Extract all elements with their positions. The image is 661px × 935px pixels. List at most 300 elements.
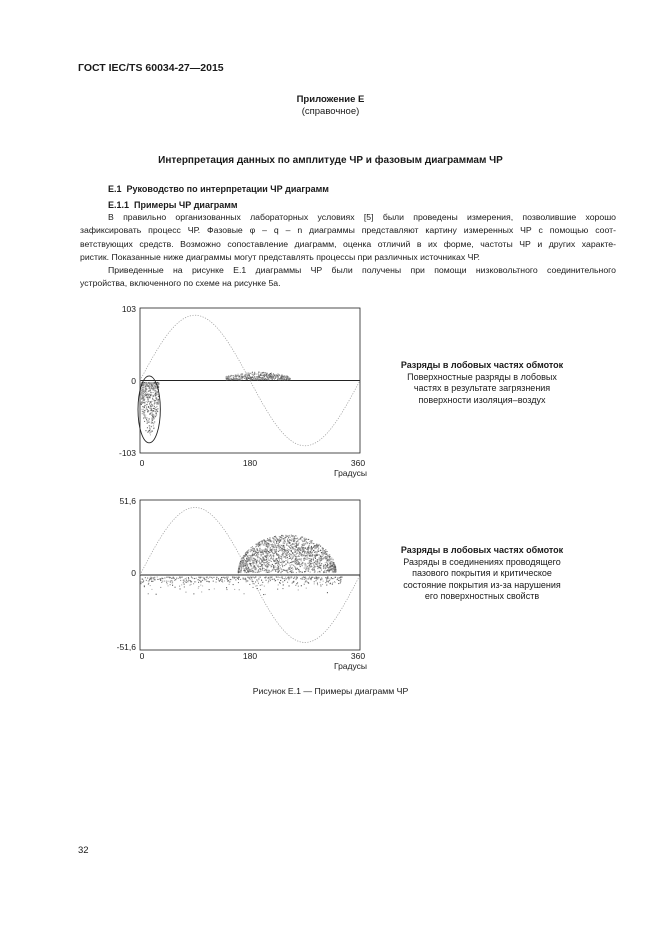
pd-point xyxy=(273,547,274,548)
pd-point xyxy=(308,582,309,583)
pd-point xyxy=(150,409,151,410)
pd-point xyxy=(295,559,296,560)
pd-point xyxy=(280,562,281,563)
pd-point xyxy=(269,556,270,557)
pd-point xyxy=(316,552,317,553)
pd-point xyxy=(327,551,328,552)
pd-point xyxy=(319,554,320,555)
pd-point xyxy=(330,563,331,564)
pd-point xyxy=(283,538,284,539)
pd-point xyxy=(277,572,278,573)
pd-point xyxy=(245,567,246,568)
pd-point xyxy=(206,581,207,582)
pd-point xyxy=(329,559,330,560)
pd-point xyxy=(265,565,266,566)
pd-point xyxy=(255,373,256,374)
pd-point xyxy=(278,547,279,548)
pd-point xyxy=(149,394,150,395)
pd-point xyxy=(325,549,326,550)
pd-point xyxy=(257,378,258,379)
pd-point xyxy=(280,580,281,581)
pd-point xyxy=(287,559,288,560)
pd-point xyxy=(270,554,271,555)
pd-point xyxy=(251,559,252,560)
pd-point xyxy=(212,578,213,579)
pd-point xyxy=(279,538,280,539)
pd-point xyxy=(247,561,248,562)
pd-point xyxy=(206,579,207,580)
pd-point xyxy=(172,581,173,582)
pd-point xyxy=(275,569,276,570)
pd-point xyxy=(314,583,315,584)
pd-point xyxy=(266,542,267,543)
paragraph-2-line: Приведенные на рисунке Е.1 диаграммы ЧР были получены при помощи низковольтного соединительного xyxy=(108,265,616,275)
pd-point xyxy=(303,577,304,578)
pd-point xyxy=(274,553,275,554)
pd-point xyxy=(161,577,162,578)
pd-point xyxy=(284,565,285,566)
pd-point xyxy=(310,572,311,573)
pd-point xyxy=(315,566,316,567)
pd-point xyxy=(341,577,342,578)
pd-point xyxy=(250,561,251,562)
pd-point xyxy=(246,572,247,573)
pd-cluster-negative xyxy=(140,382,159,436)
pd-point xyxy=(279,560,280,561)
pd-point xyxy=(256,546,257,547)
pd-point xyxy=(158,382,159,383)
pd-point xyxy=(149,382,150,383)
pd-point xyxy=(314,581,315,582)
pd-point xyxy=(287,562,288,563)
pd-point xyxy=(251,563,252,564)
pd-point xyxy=(259,577,260,578)
pd-point xyxy=(297,549,298,550)
pd-point xyxy=(276,549,277,550)
pd-point xyxy=(308,539,309,540)
pd-point xyxy=(281,569,282,570)
pd-point xyxy=(164,577,165,578)
pd-point xyxy=(290,558,291,559)
pd-point xyxy=(233,584,234,585)
x-tick-label: 180 xyxy=(242,651,258,661)
pd-point xyxy=(263,563,264,564)
pd-point xyxy=(267,550,268,551)
pd-point xyxy=(258,569,259,570)
pd-point xyxy=(250,571,251,572)
pd-point xyxy=(308,563,309,564)
pd-point xyxy=(147,394,148,395)
pd-point xyxy=(240,563,241,564)
pd-point xyxy=(198,579,199,580)
pd-point xyxy=(314,562,315,563)
pd-point xyxy=(303,560,304,561)
pd-point xyxy=(287,543,288,544)
pd-point xyxy=(143,391,144,392)
pd-point xyxy=(325,558,326,559)
pd-point xyxy=(314,578,315,579)
pd-point xyxy=(179,577,180,578)
pd-point xyxy=(144,415,145,416)
pd-point xyxy=(267,554,268,555)
pd-point xyxy=(313,564,314,565)
pd-point xyxy=(256,376,257,377)
pd-point xyxy=(247,571,248,572)
pd-point xyxy=(275,547,276,548)
pd-point xyxy=(240,579,241,580)
pd-point xyxy=(255,379,256,380)
pd-point xyxy=(331,558,332,559)
pd-point xyxy=(311,550,312,551)
pd-point xyxy=(268,572,269,573)
pd-point xyxy=(298,586,299,587)
pd-point xyxy=(213,581,214,582)
pd-point xyxy=(147,409,148,410)
pd-point xyxy=(150,388,151,389)
chart-1-description-line: поверхности изоляция–воздух xyxy=(418,394,546,405)
pd-point xyxy=(155,394,156,395)
pd-point xyxy=(229,377,230,378)
pd-point xyxy=(242,565,243,566)
pd-point xyxy=(240,572,241,573)
pd-point xyxy=(189,585,190,586)
chart-1-description-line: частях в результате загрязнения xyxy=(413,383,551,393)
pd-point xyxy=(327,565,328,566)
pd-point xyxy=(229,582,230,583)
pd-point xyxy=(254,550,255,551)
pd-point xyxy=(142,402,143,403)
pd-point xyxy=(291,554,292,555)
pd-point xyxy=(146,406,147,407)
pd-point xyxy=(315,556,316,557)
pd-point xyxy=(328,581,329,582)
pd-point xyxy=(263,553,264,554)
y-tick-label: -103 xyxy=(118,448,136,458)
pd-point xyxy=(267,572,268,573)
pd-point xyxy=(279,564,280,565)
pd-point xyxy=(253,568,254,569)
pd-point xyxy=(270,544,271,545)
pd-point xyxy=(151,415,152,416)
pd-point xyxy=(142,387,143,388)
pd-point xyxy=(202,585,203,586)
pd-point xyxy=(266,580,267,581)
pd-point xyxy=(146,404,147,405)
chart-2-description-line: его поверхностных свойств xyxy=(424,591,540,601)
pd-point xyxy=(248,567,249,568)
pd-point xyxy=(311,560,312,561)
pd-point xyxy=(224,580,225,581)
pd-point xyxy=(300,539,301,540)
pd-point xyxy=(326,562,327,563)
pd-point xyxy=(156,412,157,413)
pd-point xyxy=(200,585,201,586)
pd-point xyxy=(292,536,293,537)
pd-point xyxy=(322,549,323,550)
pd-point xyxy=(259,548,260,549)
pd-point xyxy=(246,379,247,380)
pd-point xyxy=(267,538,268,539)
pd-point xyxy=(294,541,295,542)
pd-point xyxy=(216,577,217,578)
pd-point xyxy=(273,566,274,567)
pd-point xyxy=(250,563,251,564)
pd-point xyxy=(153,414,154,415)
pd-point xyxy=(151,387,152,388)
pd-point xyxy=(244,570,245,571)
pd-point xyxy=(211,577,212,578)
pd-point xyxy=(298,540,299,541)
pd-point xyxy=(321,552,322,553)
pd-point xyxy=(250,558,251,559)
pd-point xyxy=(253,583,254,584)
pd-point xyxy=(220,580,221,581)
pd-point xyxy=(337,579,338,580)
pd-point xyxy=(272,577,273,578)
pd-point xyxy=(149,403,150,404)
pd-point xyxy=(327,570,328,571)
pd-point xyxy=(161,582,162,583)
pd-point xyxy=(292,583,293,584)
pd-point xyxy=(269,538,270,539)
pd-point xyxy=(198,588,199,589)
pd-point xyxy=(216,582,217,583)
pd-point xyxy=(262,542,263,543)
pd-point xyxy=(271,541,272,542)
pd-point xyxy=(224,578,225,579)
x-tick-label: 0 xyxy=(139,651,145,661)
pd-point xyxy=(251,549,252,550)
pd-point xyxy=(153,419,154,420)
pd-point xyxy=(244,563,245,564)
pd-point xyxy=(269,537,270,538)
pd-point xyxy=(294,562,295,563)
pd-point xyxy=(306,541,307,542)
pd-point xyxy=(143,389,144,390)
pd-point xyxy=(200,577,201,578)
pd-point xyxy=(296,538,297,539)
pd-point xyxy=(299,564,300,565)
pd-point xyxy=(299,547,300,548)
pd-point xyxy=(327,555,328,556)
pd-point xyxy=(271,577,272,578)
pd-point xyxy=(192,578,193,579)
pd-point xyxy=(202,580,203,581)
pd-point xyxy=(147,432,148,433)
pd-point xyxy=(264,541,265,542)
pd-point xyxy=(313,550,314,551)
pd-point xyxy=(170,581,171,582)
pd-point xyxy=(284,580,285,581)
pd-point xyxy=(281,558,282,559)
pd-point xyxy=(319,558,320,559)
pd-point xyxy=(152,416,153,417)
pd-point xyxy=(257,566,258,567)
pd-point xyxy=(172,585,173,586)
pd-point xyxy=(154,402,155,403)
pd-point xyxy=(312,549,313,550)
pd-point xyxy=(292,561,293,562)
pd-point xyxy=(253,566,254,567)
pd-point xyxy=(309,565,310,566)
pd-point xyxy=(310,547,311,548)
x-tick-label: 0 xyxy=(139,458,145,468)
pd-point xyxy=(284,378,285,379)
pd-point xyxy=(153,411,154,412)
pd-point xyxy=(318,550,319,551)
x-tick-label: 360 xyxy=(350,651,366,661)
pd-point xyxy=(269,552,270,553)
pd-point xyxy=(255,560,256,561)
pd-point xyxy=(301,555,302,556)
pd-point xyxy=(264,378,265,379)
pd-point xyxy=(259,549,260,550)
pd-point xyxy=(296,583,297,584)
pd-point xyxy=(148,422,149,423)
pd-point xyxy=(237,375,238,376)
pd-point xyxy=(309,556,310,557)
pd-point xyxy=(270,550,271,551)
pd-point xyxy=(275,377,276,378)
pd-point xyxy=(148,382,149,383)
pd-point xyxy=(268,581,269,582)
pd-point xyxy=(226,587,227,588)
pd-point xyxy=(232,375,233,376)
pd-point xyxy=(196,578,197,579)
pd-point xyxy=(297,577,298,578)
pd-point xyxy=(296,564,297,565)
pd-point xyxy=(281,376,282,377)
pd-point xyxy=(323,572,324,573)
pd-point xyxy=(320,565,321,566)
pd-point xyxy=(149,383,150,384)
pd-point xyxy=(261,569,262,570)
pd-point xyxy=(340,583,341,584)
pd-point xyxy=(292,544,293,545)
pd-point xyxy=(262,568,263,569)
pd-point xyxy=(245,578,246,579)
pd-point xyxy=(268,553,269,554)
chart-2-annotation xyxy=(377,545,587,603)
pd-point xyxy=(268,379,269,380)
pd-point xyxy=(314,545,315,546)
pd-point xyxy=(143,395,144,396)
pd-point xyxy=(180,580,181,581)
pd-point xyxy=(240,377,241,378)
pd-point xyxy=(296,557,297,558)
pd-point xyxy=(144,412,145,413)
pd-point xyxy=(280,546,281,547)
pd-point xyxy=(284,547,285,548)
pd-point xyxy=(298,561,299,562)
pd-point xyxy=(331,568,332,569)
pd-point xyxy=(280,536,281,537)
pd-point xyxy=(314,572,315,573)
pd-point xyxy=(333,571,334,572)
pd-point xyxy=(157,391,158,392)
pd-point xyxy=(272,537,273,538)
pd-point xyxy=(290,562,291,563)
pd-point xyxy=(303,543,304,544)
pd-point xyxy=(315,571,316,572)
pd-point xyxy=(149,397,150,398)
pd-point xyxy=(312,551,313,552)
pd-point xyxy=(268,551,269,552)
pd-point xyxy=(317,546,318,547)
pd-point xyxy=(278,566,279,567)
pd-point xyxy=(273,549,274,550)
pd-point xyxy=(322,584,323,585)
pd-point xyxy=(273,553,274,554)
pd-point xyxy=(290,539,291,540)
pd-point xyxy=(252,548,253,549)
pd-point xyxy=(253,563,254,564)
pd-point xyxy=(141,404,142,405)
pd-point xyxy=(231,375,232,376)
pd-point xyxy=(281,545,282,546)
pd-point xyxy=(252,554,253,555)
pd-point xyxy=(318,545,319,546)
pd-point xyxy=(273,568,274,569)
pd-point xyxy=(261,565,262,566)
pd-point xyxy=(249,558,250,559)
pd-point xyxy=(279,536,280,537)
pd-point xyxy=(340,577,341,578)
pd-point xyxy=(332,559,333,560)
pd-point xyxy=(155,390,156,391)
pd-point xyxy=(304,553,305,554)
subsection-e1-title: Руководство по интерпретации ЧР диаграмм xyxy=(126,184,329,194)
pd-point xyxy=(300,548,301,549)
x-axis-label: Градусы xyxy=(333,468,367,478)
pd-point xyxy=(305,571,306,572)
pd-point xyxy=(267,561,268,562)
pd-point xyxy=(262,561,263,562)
pd-point xyxy=(327,559,328,560)
pd-point xyxy=(335,571,336,572)
pd-point xyxy=(235,577,236,578)
pd-point xyxy=(267,546,268,547)
chart-1-annotation xyxy=(377,360,587,406)
pd-point xyxy=(257,549,258,550)
pd-point xyxy=(243,566,244,567)
pd-point xyxy=(326,566,327,567)
pd-point xyxy=(271,556,272,557)
pd-point xyxy=(156,407,157,408)
pd-point xyxy=(273,378,274,379)
pd-point xyxy=(260,544,261,545)
pd-point xyxy=(229,581,230,582)
pd-point xyxy=(318,559,319,560)
pd-point xyxy=(151,431,152,432)
pd-point xyxy=(299,539,300,540)
pd-point xyxy=(310,556,311,557)
pd-point xyxy=(158,396,159,397)
pd-point xyxy=(283,561,284,562)
pd-point xyxy=(294,546,295,547)
pd-point xyxy=(300,550,301,551)
pd-point xyxy=(264,562,265,563)
pd-point xyxy=(150,395,151,396)
pd-point xyxy=(311,546,312,547)
pd-point xyxy=(275,546,276,547)
pd-point xyxy=(294,561,295,562)
pd-point xyxy=(258,572,259,573)
pd-point xyxy=(179,586,180,587)
pd-point xyxy=(261,584,262,585)
pd-point xyxy=(162,581,163,582)
pd-point xyxy=(306,553,307,554)
